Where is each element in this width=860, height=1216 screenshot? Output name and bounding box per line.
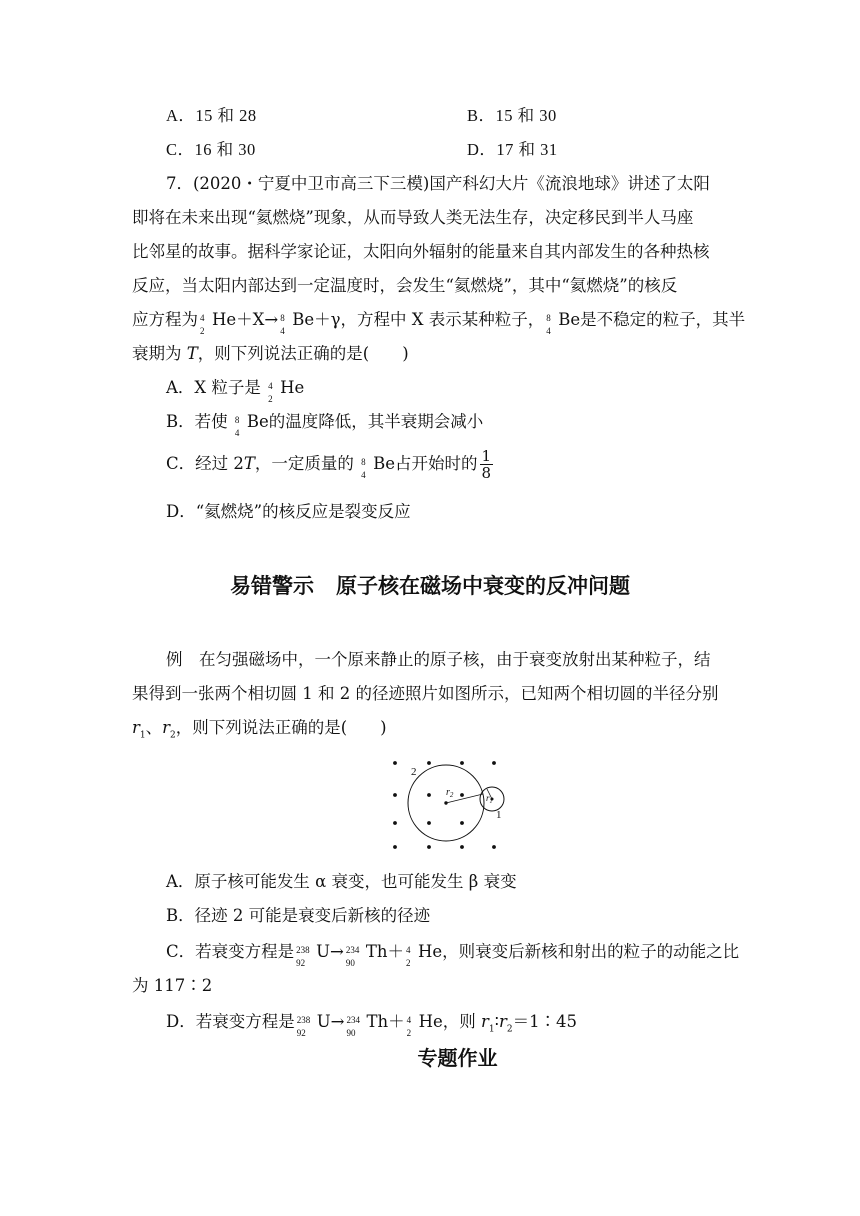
- prev-option-a: A．15 和 28: [166, 106, 257, 125]
- magnetic-field-figure: [386, 755, 510, 851]
- q7-option-c: C．经过 2T，一定质量的 8 4 Be占开始时的 $\frac{1}{8}$: [166, 447, 492, 482]
- prev-option-b: B．15 和 30: [467, 106, 557, 125]
- example-line-3: $r_1$、$r_2$，则下列说法正确的是( ): [132, 718, 387, 741]
- fraction-one-eighth: $\frac{1}{8}$: [481, 447, 492, 482]
- example-option-d: D．若衰变方程是 238 92 U→ 234 90 Th＋ 4 2 He，则 $r_1∶r_2=1∶45$: [166, 1012, 578, 1038]
- q7-line-5: 应方程为 4 2 He＋X→ 8 4 Be＋γ，方程中 X 表示某种粒子， 8 4 Be是不稳定的粒子，其半: [132, 310, 746, 336]
- q7-line-1: 7．(2020・宁夏中卫市高三下三模)国产科幻大片《流浪地球》讲述了太阳: [166, 174, 710, 193]
- prev-option-c: C．16 和 30: [166, 140, 256, 159]
- q7-line-2: 即将在未来出现“氦燃烧”现象，从而导致人类无法生存，决定移民到半人马座: [132, 208, 694, 227]
- prev-option-d: D．17 和 31: [467, 140, 558, 159]
- example-option-a: A．原子核可能发生 α 衰变，也可能发生 β 衰变: [166, 872, 517, 891]
- track-label-1: 1: [496, 809, 502, 821]
- be-nuclide: 8 4: [280, 313, 285, 336]
- example-line-2: 果得到一张两个相切圆 1 和 2 的径迹照片如图所示，已知两个相切圆的半径分别: [132, 684, 719, 703]
- q7-option-b: B．若使 8 4 Be的温度降低，其半衰期会减小: [166, 412, 484, 438]
- radius-label-1: $r_1$: [486, 793, 493, 805]
- section-title: 易错警示 原子核在磁场中衰变的反冲问题: [230, 574, 630, 598]
- track-label-2: 2: [411, 766, 417, 778]
- q7-line-3: 比邻星的故事。据科学家论证，太阳向外辐射的能量来自其内部发生的各种热核: [132, 242, 710, 261]
- homework-title: 专题作业: [417, 1046, 498, 1070]
- q7-line-6: 衰期为 T，则下列说法正确的是( ): [132, 344, 409, 363]
- example-option-b: B．径迹 2 可能是衰变后新核的径迹: [166, 906, 431, 925]
- radius-label-2: $r_2$: [446, 787, 454, 799]
- he-nuclide: 4 2: [200, 313, 205, 336]
- example-option-c: C．若衰变方程是 238 92 U→ 234 90 Th＋ 4 2 He，则衰变后新核和射出的粒子的动能之比: [166, 942, 740, 968]
- example-option-c-line-2: 为 117∶2: [132, 976, 213, 995]
- q7-option-a: A．X 粒子是 4 2 He: [166, 378, 305, 404]
- q7-line-4: 反应，当太阳内部达到一定温度时，会发生“氦燃烧”，其中“氦燃烧”的核反: [132, 276, 678, 295]
- q7-option-d: D．“氦燃烧”的核反应是裂变反应: [166, 502, 411, 521]
- example-line-1: 例 在匀强磁场中，一个原来静止的原子核，由于衰变放射出某种粒子，结: [166, 650, 711, 669]
